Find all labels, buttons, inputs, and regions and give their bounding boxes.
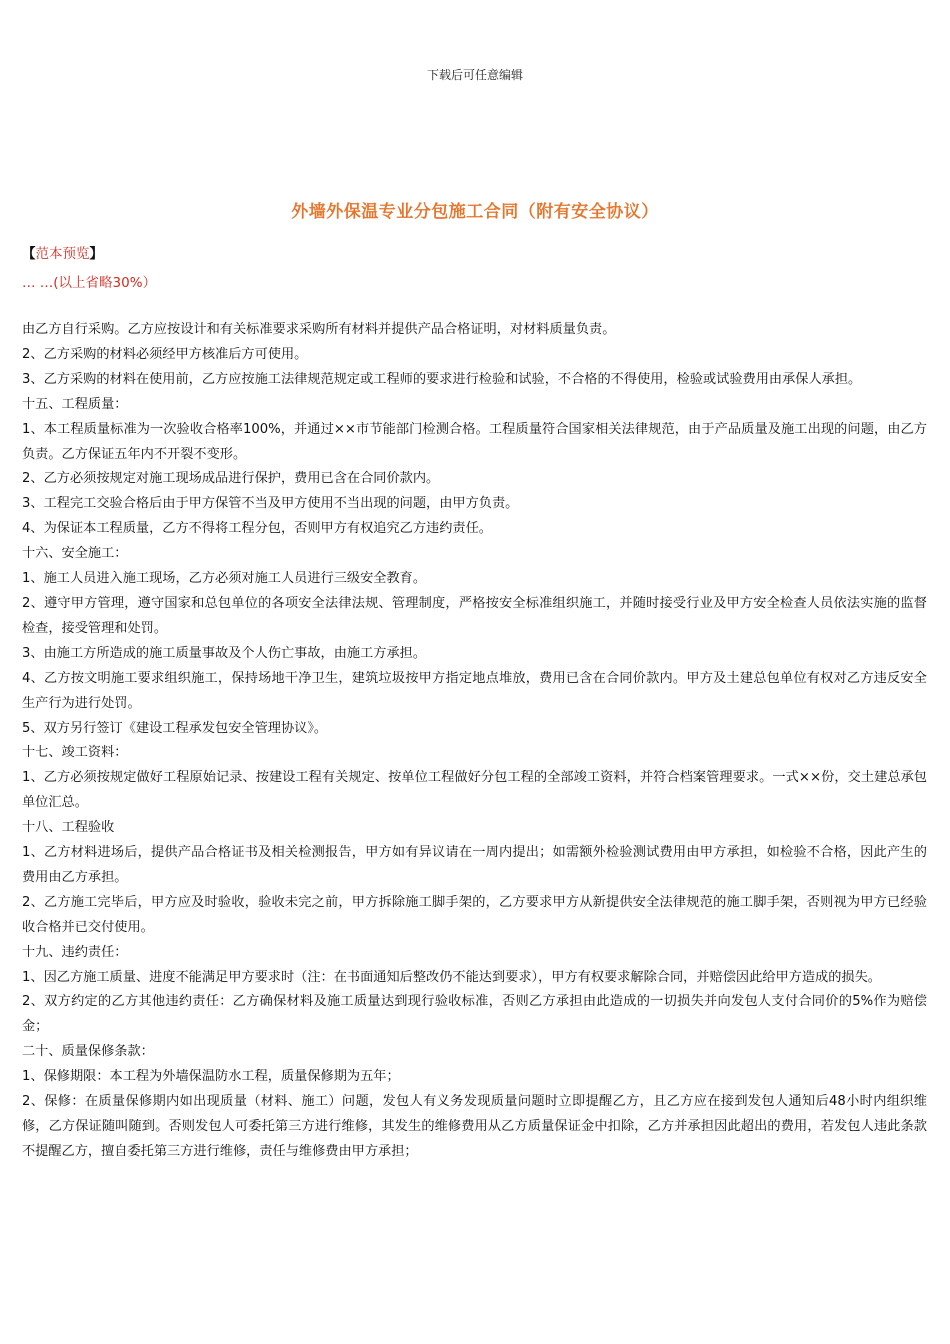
- paragraph: 3、工程完工交验合格后由于甲方保管不当及甲方使用不当出现的问题，由甲方负责。: [22, 496, 519, 512]
- paragraph: 2、双方约定的乙方其他违约责任：乙方确保材料及施工质量达到现行验收标准，否则乙方承担由此造成的一切损失并向发包人支付合同价的5%作为赔偿金；: [22, 994, 927, 1035]
- header-note: 下载后可任意编辑: [426, 68, 523, 82]
- section-heading: 十九、违约责任：: [22, 944, 128, 960]
- section-heading: 十八、工程验收: [22, 820, 115, 836]
- preview-label-text: 范本预览: [35, 246, 90, 262]
- paragraph: 3、由施工方所造成的施工质量事故及个人伤亡事故，由施工方承担。: [22, 645, 427, 661]
- paragraph: 2、乙方必须按规定对施工现场成品进行保护，费用已含在合同价款内。: [22, 471, 440, 487]
- preview-label: [22, 242, 103, 262]
- section-heading: 十六、安全施工：: [22, 546, 128, 562]
- preview-open-bracket: 【: [22, 246, 36, 262]
- omitted-note: … …(以上省略30%）: [22, 275, 157, 291]
- paragraph: 1、保修期限：本工程为外墙保温防水工程，质量保修期为五年；: [22, 1069, 400, 1085]
- paragraph: 1、乙方必须按规定做好工程原始记录、按建设工程有关规定、按单位工程做好分包工程的全部竣工资料，并符合档案管理要求。一式××份，交土建总承包单位汇总。: [22, 770, 927, 811]
- section-heading: 十七、竣工资料：: [22, 745, 128, 761]
- paragraph: 1、本工程质量标准为一次验收合格率100%，并通过××市节能部门检测合格。工程质量符合国家相关法律规范，由于产品质量及施工出现的问题，由乙方负责。乙方保证五年内不开裂不变形。: [22, 421, 927, 462]
- section-heading: 二十、质量保修条款：: [22, 1044, 154, 1060]
- paragraph: 1、乙方材料进场后，提供产品合格证书及相关检测报告，甲方如有异议请在一周内提出；如需额外检验测试费用由甲方承担，如检验不合格，因此产生的费用由乙方承担。: [22, 845, 927, 885]
- paragraph: 2、乙方施工完毕后，甲方应及时验收，验收未完之前，甲方拆除施工脚手架的，乙方要求甲方从新提供安全法律规范的施工脚手架，否则视为甲方已经验收合格并已交付使用。: [22, 894, 927, 935]
- paragraph: 2、乙方采购的材料必须经甲方核准后方可使用。: [22, 346, 308, 362]
- paragraph: 1、因乙方施工质量、进度不能满足甲方要求时（注：在书面通知后整改仍不能达到要求），甲方有权要求解除合同，并赔偿因此给甲方造成的损失。: [22, 969, 881, 985]
- paragraph: 2、保修：在质量保修期内如出现质量（材料、施工）问题，发包人有义务发现质量问题时立即提醒乙方，且乙方应在接到发包人通知后48小时内组织维修，乙方保证随叫随到。否则发包人可委托第三方进行维修，其发生的维修费用从乙方质量保证金中扣除，乙方并承担因此超出的费用，若发包人违此条款不提醒乙方，擅自委托第三方进行维修，责任与维修费由甲方承担；: [22, 1094, 927, 1159]
- document-body: [22, 318, 927, 1165]
- paragraph: 由乙方自行采购。乙方应按设计和有关标准要求采购所有材料并提供产品合格证明，对材料质量负责。: [22, 322, 616, 337]
- section-heading: 十五、工程质量：: [22, 396, 128, 412]
- paragraph: 2、遵守甲方管理，遵守国家和总包单位的各项安全法律法规、管理制度，严格按安全标准组织施工，并随时接受行业及甲方安全检查人员依法实施的监督检查，接受管理和处罚。: [22, 595, 927, 636]
- paragraph: 1、施工人员进入施工现场，乙方必须对施工人员进行三级安全教育。: [22, 571, 427, 587]
- paragraph: 5、双方另行签订《建设工程承发包安全管理协议》。: [22, 720, 328, 736]
- preview-close-bracket: 】: [89, 246, 103, 262]
- paragraph: 4、为保证本工程质量，乙方不得将工程分包，否则甲方有权追究乙方违约责任。: [22, 521, 492, 537]
- paragraph: 3、乙方采购的材料在使用前，乙方应按施工法律规范规定或工程师的要求进行检验和试验，不合格的不得使用，检验或试验费用由承保人承担。: [22, 371, 862, 387]
- document-title: 外墙外保温专业分包施工合同（附有安全协议）: [291, 202, 659, 222]
- paragraph: 4、乙方按文明施工要求组织施工，保持场地干净卫生，建筑垃圾按甲方指定地点堆放，费用已含在合同价款内。甲方及土建总包单位有权对乙方违反安全生产行为进行处罚。: [22, 670, 927, 711]
